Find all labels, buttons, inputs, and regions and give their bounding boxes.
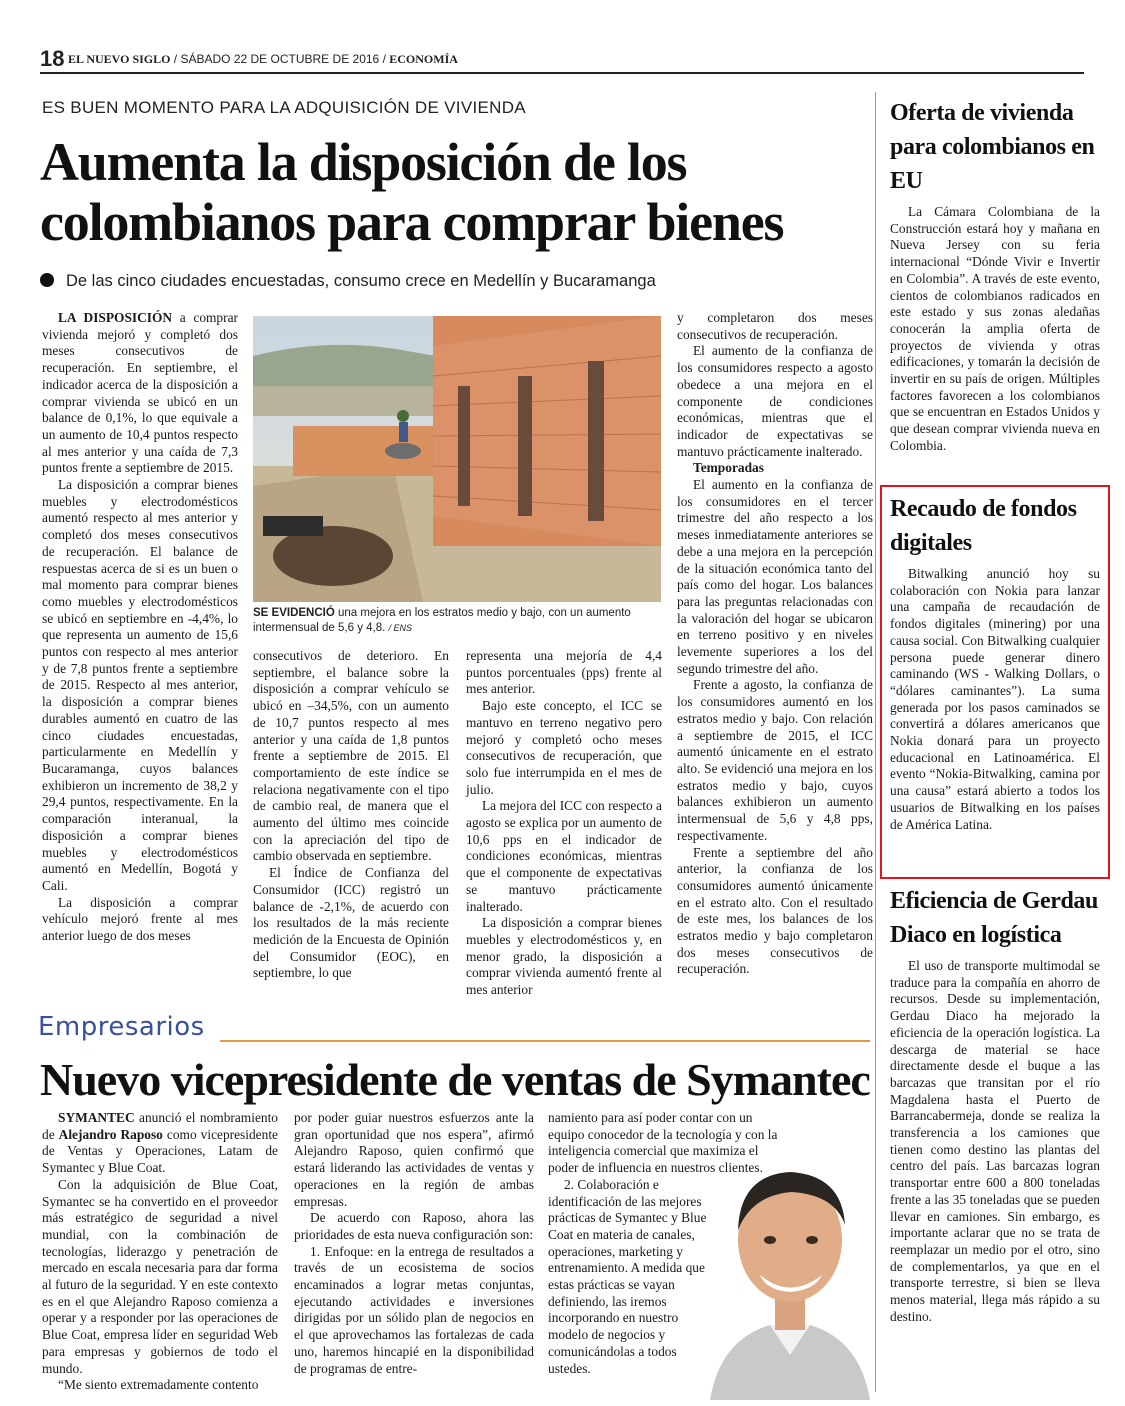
paragraph: representa una mejoría de 4,4 puntos porcentuales (pps) frente al mes anterior. <box>466 648 662 697</box>
sidebar-story-text <box>890 204 1100 455</box>
sidebar-story-text <box>890 958 1100 1325</box>
article-column-2 <box>253 648 449 982</box>
issue-date: SÁBADO 22 DE OCTUBRE DE 2016 <box>180 52 380 66</box>
section-name: ECONOMÍA <box>389 52 458 66</box>
article-column-1 <box>42 310 238 945</box>
paragraph: Frente a agosto, la confianza de los consumidores aumentó en los estratos medio y bajo. Con relación a septiembre de 2015, el ICC aumentó únicamente en el estrato alto. Se evidenció una mejora en los estratos medio y bajo, cuyos balances exhibieron un aumento intermensual de 5,6 y 4,8 pps, respectivamente. <box>677 677 873 843</box>
sidebar-story-text <box>890 566 1100 833</box>
bottom-headline: Nuevo vicepresidente de ventas de Symantec <box>40 1054 870 1105</box>
bottom-column-2 <box>294 1110 534 1377</box>
sidebar-story-title: Recaudo de fondos digitales <box>890 496 1077 556</box>
sidebar-story-title: Eficiencia de Gerdau Diaco en logística <box>890 888 1098 948</box>
lead-word: LA DISPOSICIÓN <box>58 310 173 325</box>
paragraph: 1. Enfoque: en la entrega de resultados a través de un ecosistema de socios encaminados a lograr metas conjuntas, ejecutando actividades e inversiones dirigidas por un sólido plan de negocios en el que aprovechamos las fortalezas de cada uno, haremos hincapié en la disponibilidad de programas de entre- <box>294 1243 534 1376</box>
paragraph: El Índice de Confianza del Consumidor (ICC) registró un balance de -2,1%, de acuerdo con los resultados de la más reciente medición de la Encuesta de Opinión del Consumidor (EOC), en septiembre, lo que <box>253 865 449 981</box>
person-name: Alejandro Raposo <box>58 1126 163 1142</box>
sidebar-story-3 <box>890 884 1100 1325</box>
subhead-text: De las cinco ciudades encuestadas, consumo crece en Medellín y Bucaramanga <box>66 272 656 290</box>
photo-caption <box>253 606 661 636</box>
paragraph: El aumento de la confianza de los consumidores respecto a agosto obedece a una mejora en el componente de condiciones económicas, mientras que el indicador de expectativas se mantuvo prácticamente inalterado. <box>677 343 873 459</box>
lead-text: anunció el nombramiento de <box>42 1110 278 1142</box>
lead-word: SYMANTEC <box>58 1110 135 1125</box>
paragraph: La disposición a comprar vehículo mejoró frente al mes anterior luego de dos meses <box>42 894 238 944</box>
column-divider <box>875 92 876 1392</box>
paragraph: El aumento en la confianza de los consumidores en el tercer trimestre del año respecto a los meses inmediatamente anteriores se debe a una mejora en la percepción de la situación económica tanto del país como del hogar. Los balances para las preguntas relacionadas con la valoración del hogar se ubicaron en terreno positivo y en niveles levemente superiores a los del segundo trimestre del año. <box>677 477 873 676</box>
caption-text: una mejora en los estratos medio y bajo, con un aumento intermensual de 5,6 y 4,8. <box>253 607 631 634</box>
subtitle-temporadas: Temporadas <box>693 460 764 476</box>
article-subhead <box>40 272 656 291</box>
section-rule <box>220 1040 870 1042</box>
article-column-4 <box>677 310 873 978</box>
page-number: 18 <box>40 46 65 71</box>
header-info: EL NUEVO SIGLO / SÁBADO 22 DE OCTUBRE DE 2016 / ECONOMÍA <box>68 52 458 66</box>
paragraph: Con la adquisición de Blue Coat, Symantec se ha convertido en el proveedor más estratégico de seguridad a nivel mundial, con la combinación de tecnologías, liderazgo y penetración de mercado en escala necesaria para dar forma al futuro de la seguridad. Y en este contexto es en el que Alejandro Raposo comienza a operar y a responder por las operaciones de Blue Coat, empresa líder en seguridad Web para empresas y gobiernos de todo el mundo. <box>42 1176 278 1376</box>
construction-photo <box>253 316 661 602</box>
paragraph: Bajo este concepto, el ICC se mantuvo en terreno negativo pero mejoró y completó ocho meses consecutivos de recuperación, que solo fue interrumpida en el mes de julio. <box>466 698 662 797</box>
bullet-icon <box>40 273 54 287</box>
page-header <box>40 46 1084 74</box>
article-headline: Aumenta la disposición de los colombianos para comprar bienes <box>40 132 784 252</box>
paragraph: 2. Colaboración e identificación de las mejores prácticas de Symantec y Blue Coat en materia de canales, operaciones, marketing y entrenamiento. A medida que estas prácticas se vayan definiendo, las iremos incorporando en nuestro modelo de negocios y comunicándolas a todos ustedes. <box>548 1176 707 1376</box>
paragraph: La mejora del ICC con respecto a agosto se explica por un aumento de 10,6 pps en el indicador de condiciones económicas, mientras que el componente de expectativas se mantuvo prácticamente inalterado. <box>466 798 662 914</box>
paragraph: De acuerdo con Raposo, ahora las prioridades de esta nueva configuración son: <box>294 1210 534 1242</box>
article-column-3 <box>466 648 662 999</box>
paragraph: La disposición a comprar bienes muebles y electrodomésticos aumentó respecto al mes anterior y completó dos meses consecutivos de recuperación. El balance de respuestas acerca de si es un buen o mal momento para comprar bienes como muebles y electrodomésticos se ubicó en septiembre en -4,4%, lo que representa un aumento de 15,6 puntos con respecto al mes anterior y de 7,8 puntos frente a septiembre de 2015. Respecto al mes anterior, la disposición a comprar bienes durables aumentó en cuatro de las cinco ciudades encuestadas, particularmente en Medellín y Bucaramanga, cuyos balances exhibieron un incremento de 38,2 y 29,4 puntos, respectivamente. En la comparación interanual, la disposición a comprar bienes muebles y electrodomésticos aumentó en Medellín, Bogotá y Cali. <box>42 477 238 893</box>
paragraph: consecutivos de deterioro. En septiembre, el balance sobre la disposición a comprar vehículo se ubicó en –34,5%, con un aumento de 10,7 puntos respecto al mes anterior y una caída de 1,8 puntos frente a septiembre de 2015. El comportamiento de este índice se relaciona negativamente con el tipo de cambio real, de manera que el aumento del último mes coincide con la apreciación del tipo de cambio observada en septiembre. <box>253 648 449 864</box>
paragraph: La Cámara Colombiana de la Construcción estará hoy y mañana en Nueva Jersey con su feria internacional “Dónde Vivir e Invertir en Colombia”. A través de este evento, cientos de colombianos radicados en este estado y sus zonas aledañas conocerán la amplia oferta de proyectos de vivienda y otras edificaciones, y tomarán la decisión de invertir en su país de origen. Múltiples factores favorecen a los colombianos que se encuentran en Estados Unidos y que desean comprar vivienda nueva en Colombia. <box>890 204 1100 453</box>
sidebar-story-title: Oferta de vivienda para colombianos en EU <box>890 100 1095 194</box>
caption-credit: / ENS <box>388 623 413 633</box>
construction-image <box>253 316 661 602</box>
article-kicker: ES BUEN MOMENTO PARA LA ADQUISICIÓN DE VIVIENDA <box>42 98 526 117</box>
paragraph: y completaron dos meses consecutivos de recuperación. <box>677 310 873 342</box>
paragraph: namiento para así poder contar con un equipo conocedor de la tecnología y con la inteligencia comercial que maximiza el poder de influencia en nuestros clientes. <box>548 1110 778 1176</box>
publication-name: EL NUEVO SIGLO <box>68 52 171 66</box>
lead-text: como vicepresidente de Ventas y Operaciones, Latam de Symantec y Blue Coat. <box>42 1126 278 1176</box>
caption-lead: SE EVIDENCIÓ <box>253 607 335 619</box>
paragraph: La disposición a comprar bienes muebles y electrodomésticos y, en menor grado, la disposición a comprar vivienda aumentó frente al mes anterior <box>466 915 662 998</box>
bottom-column-1 <box>42 1110 278 1394</box>
paragraph: Frente a septiembre del año anterior, la confianza de los consumidores aumentó únicamente en el estrato alto. Con el resultado de este mes, los balances de los estratos medio y bajo completaron dos meses consecutivos de recuperación. <box>677 844 873 977</box>
paragraph: a comprar vivienda mejoró y completó dos meses consecutivos de recuperación. En septiembre, el indicador acerca de la disposición a comprar vivienda se ubicó en un balance de 0,1%, lo que equivale a un aumento de 10,4 puntos respecto al mes anterior y una caída de 7,3 puntos frente a septiembre de 2015. <box>42 310 238 476</box>
paragraph: por poder guiar nuestros esfuerzos ante la gran oportunidad que nos espera”, afirmó Alejandro Raposo, quien confirmó que estará liderando las actividades de ventas y operaciones en la región de ambas empresas. <box>294 1110 534 1209</box>
sidebar-story-2 <box>890 492 1100 833</box>
executive-portrait <box>700 1140 875 1400</box>
paragraph: El uso de transporte multimodal se traduce para la compañía en ahorro de recursos. Desde su implementación, Gerdau Diaco ha mejorado la eficiencia de la operación logística. La descarga de material se hace directamente desde el buque a las barcazas que transitan por el río Magdalena hasta el Puerto de Barrancabermeja, donde se realiza la transferencia a los camiones que tienen como destino las plantas del centro del país. Las barcazas logran transportar entre 600 a 800 toneladas frente a las 35 toneladas que se pueden llevar en camiones. Sin embargo, es importante aclarar que no se trata de reemplazar un medio por el otro, sino de complementarlos, ya que en el transporte terrestre, si bien se lleva menos material, llega más rápido a su destino. <box>890 958 1100 1324</box>
sidebar-story-1 <box>890 96 1100 455</box>
portrait-image <box>700 1140 875 1400</box>
paragraph: Bitwalking anunció hoy su colaboración con Nokia para lanzar una campaña de recaudación de fondos digitales (minering) por una causa social. Con Bitwalking cualquier persona puede generar dinero caminando (WS - Walking Dollars, o “dólares caminantes”). La suma generada por los pasos caminados se convertirá a dólares americanos que Nokia donará para un proyecto educacional en Latinoamérica. El evento “Nokia-Bitwalking, camina por una causa” estará abierto a todos los usuarios de Bitwalking en los países de América Latina. <box>890 566 1100 832</box>
section-label: Empresarios <box>38 1012 205 1042</box>
paragraph: “Me siento extremadamente contento <box>58 1377 259 1393</box>
